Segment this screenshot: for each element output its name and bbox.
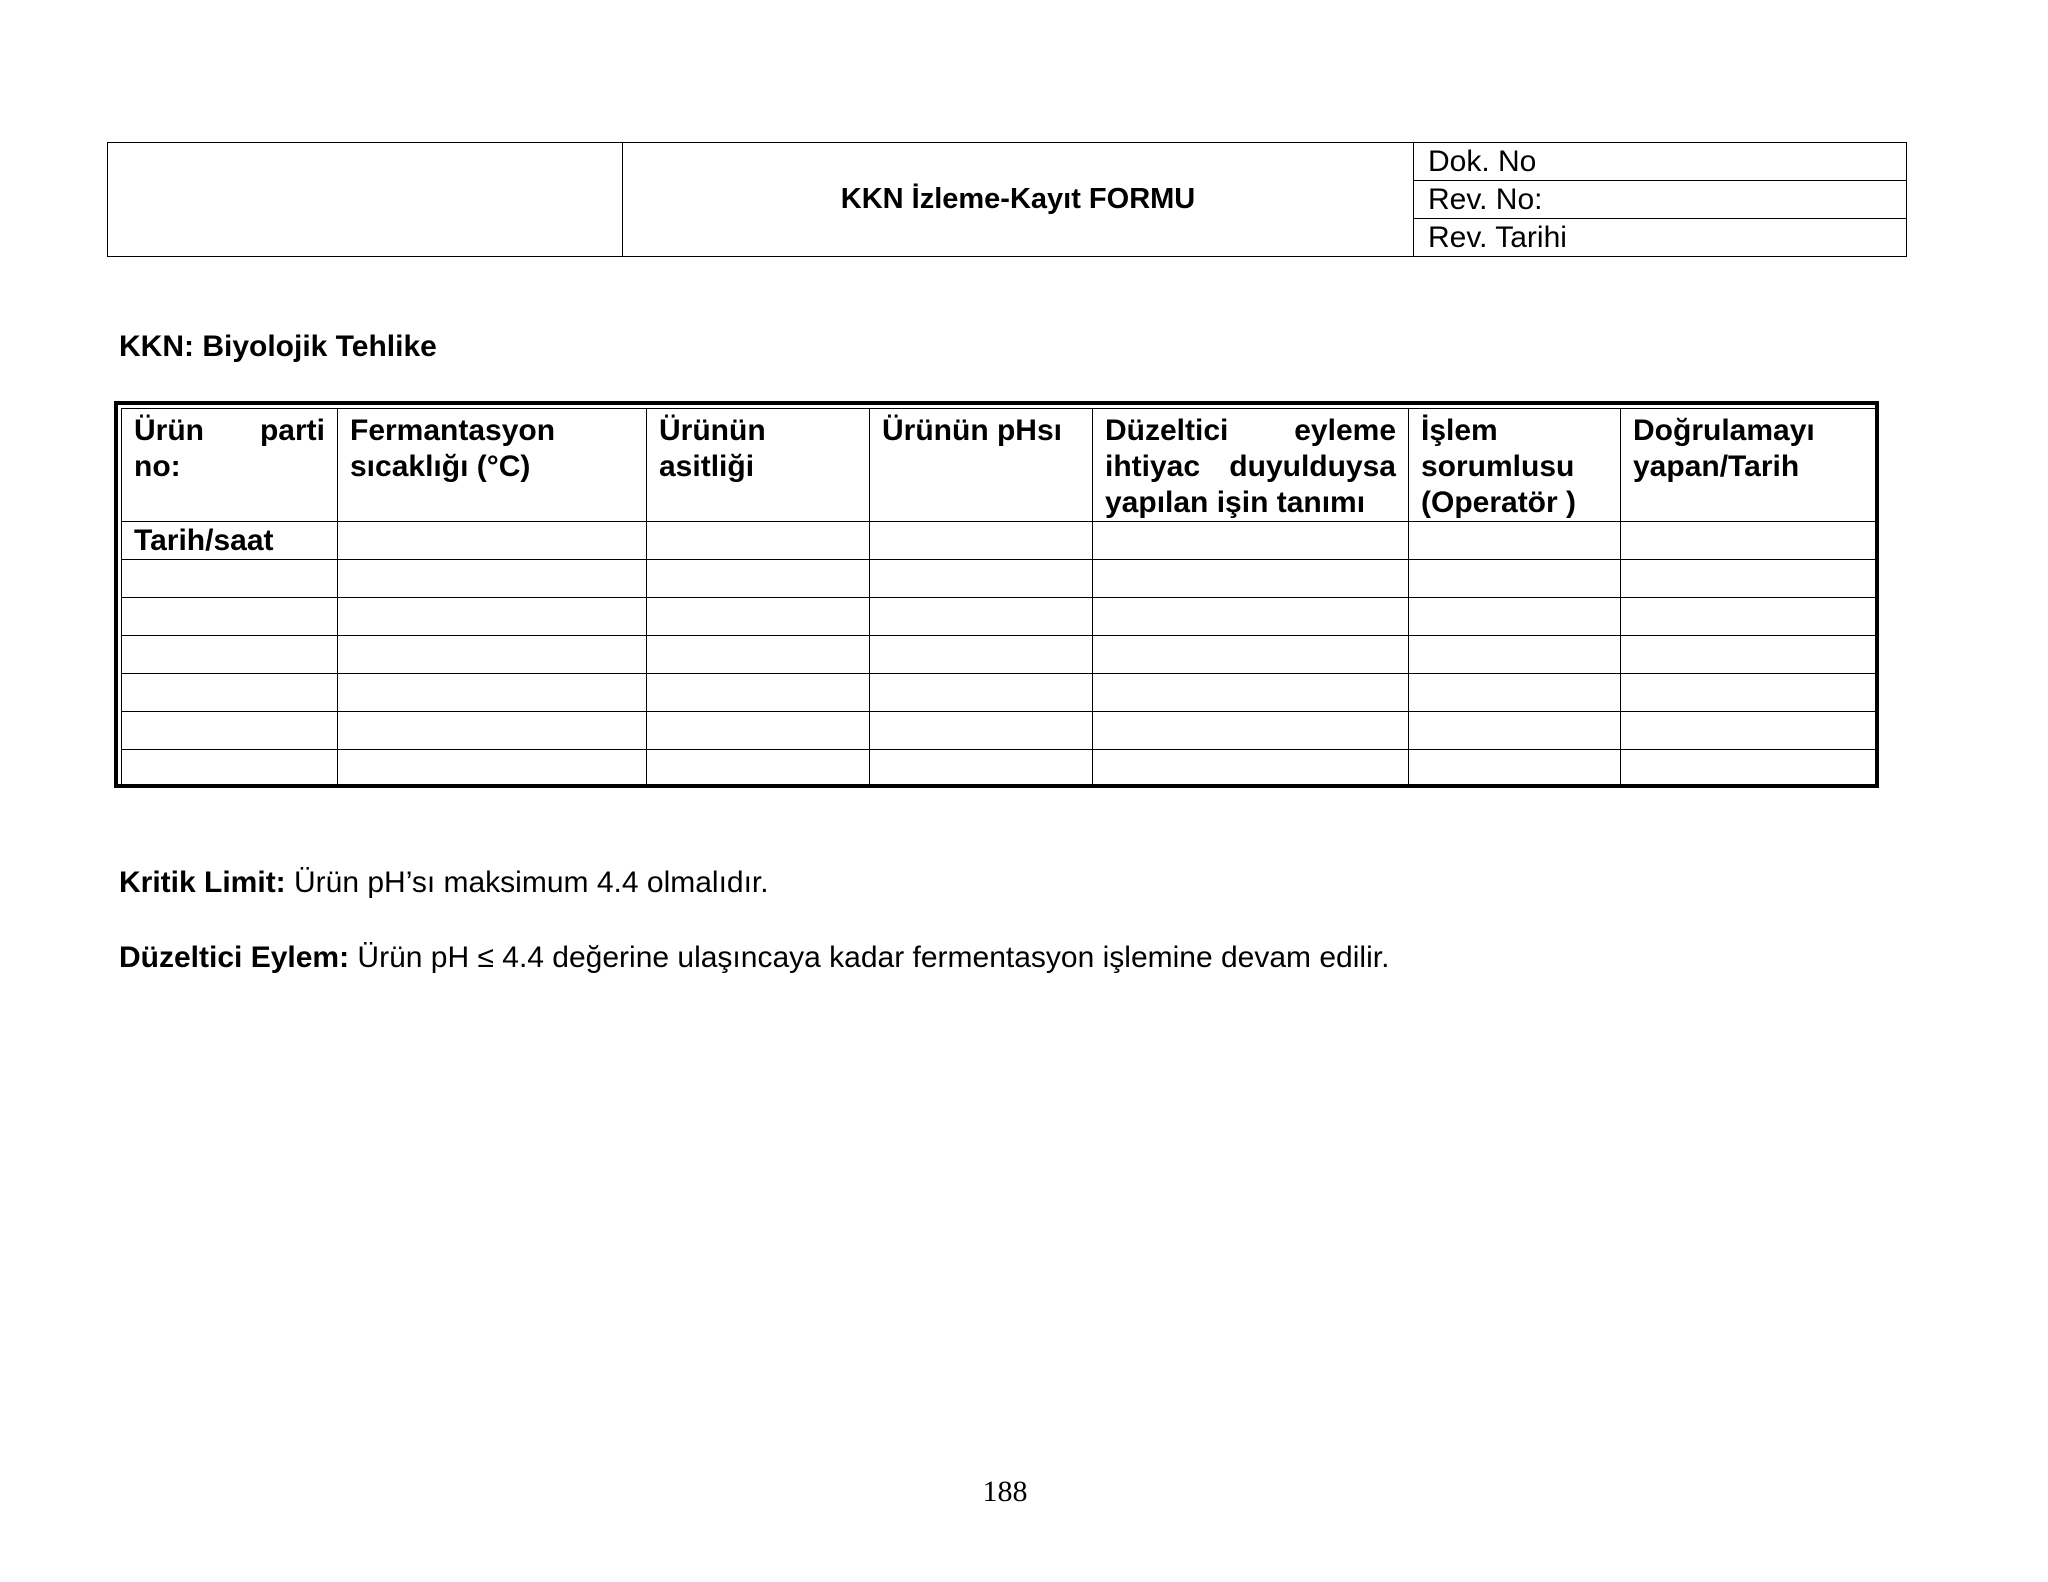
monitor-table	[121, 408, 1877, 788]
table-cell[interactable]	[1093, 712, 1409, 750]
table-cell[interactable]	[1621, 750, 1877, 788]
table-cell[interactable]	[647, 560, 870, 598]
table-cell[interactable]	[1093, 674, 1409, 712]
table-cell[interactable]	[870, 712, 1093, 750]
section-heading: KKN: Biyolojik Tehlike	[119, 330, 437, 363]
table-row	[122, 750, 1877, 788]
table-cell[interactable]	[647, 712, 870, 750]
table-cell[interactable]	[1621, 636, 1877, 674]
table-cell[interactable]	[1409, 674, 1621, 712]
table-cell[interactable]	[1093, 636, 1409, 674]
table-cell[interactable]	[338, 560, 647, 598]
page-number: 188	[982, 1475, 1028, 1508]
rev-no-field[interactable]: Rev. No:	[1414, 181, 1907, 219]
table-cell[interactable]	[338, 674, 647, 712]
table-cell[interactable]	[122, 636, 338, 674]
table-cell[interactable]	[1409, 560, 1621, 598]
logo-cell	[108, 143, 623, 257]
col-header-acidity: Ürünün asitliği	[647, 409, 870, 522]
col-header-ph: Ürünün pHsı	[870, 409, 1093, 522]
table-row	[122, 712, 1877, 750]
form-title: KKN İzleme-Kayıt FORMU	[623, 143, 1414, 257]
doc-no-field[interactable]: Dok. No	[1414, 143, 1907, 181]
table-cell[interactable]	[1409, 636, 1621, 674]
table-cell[interactable]	[647, 522, 870, 560]
table-cell[interactable]	[1621, 674, 1877, 712]
table-cell[interactable]	[870, 636, 1093, 674]
col-header-verified-by: Doğrulamayı yapan/Tarih	[1621, 409, 1877, 522]
table-cell[interactable]	[1409, 750, 1621, 788]
table-cell[interactable]	[870, 750, 1093, 788]
table-cell[interactable]	[647, 674, 870, 712]
table-cell[interactable]	[1093, 522, 1409, 560]
table-cell[interactable]	[1621, 712, 1877, 750]
rev-date-field[interactable]: Rev. Tarihi	[1414, 219, 1907, 257]
table-cell[interactable]	[122, 560, 338, 598]
table-cell[interactable]	[338, 750, 647, 788]
table-cell[interactable]	[1093, 560, 1409, 598]
col-header-fermentation-temp: Fermantasyon sıcaklığı (°C)	[338, 409, 647, 522]
table-cell[interactable]	[647, 636, 870, 674]
table-cell[interactable]	[1621, 598, 1877, 636]
corrective-action-note	[119, 941, 1389, 975]
table-cell[interactable]	[1409, 712, 1621, 750]
table-cell[interactable]	[870, 522, 1093, 560]
col-header-corrective-action: Düzeltici eyleme ihtiyac duyulduysa yapılan işin tanımı	[1093, 409, 1409, 522]
table-cell[interactable]	[1409, 522, 1621, 560]
row-label-date-time: Tarih/saat	[122, 522, 338, 560]
table-row	[122, 522, 1877, 560]
form-header-table	[107, 142, 1907, 257]
table-cell[interactable]	[870, 598, 1093, 636]
table-row	[122, 674, 1877, 712]
critical-limit-text: Ürün pH’sı maksimum 4.4 olmalıdır.	[285, 866, 769, 899]
corrective-action-text: Ürün pH ≤ 4.4 değerine ulaşıncaya kadar fermentasyon işlemine devam edilir.	[349, 941, 1390, 974]
table-cell[interactable]	[1093, 750, 1409, 788]
critical-limit-label: Kritik Limit:	[119, 866, 286, 899]
table-row	[122, 598, 1877, 636]
table-cell[interactable]	[870, 674, 1093, 712]
table-cell[interactable]	[122, 712, 338, 750]
table-cell[interactable]	[122, 598, 338, 636]
table-cell[interactable]	[1409, 598, 1621, 636]
corrective-action-label: Düzeltici Eylem:	[119, 941, 350, 974]
table-cell[interactable]	[1093, 598, 1409, 636]
critical-limit-note	[119, 866, 769, 900]
table-cell[interactable]	[338, 636, 647, 674]
col-header-batch-no: Ürün parti no:	[122, 409, 338, 522]
table-cell[interactable]	[338, 598, 647, 636]
table-cell[interactable]	[1621, 522, 1877, 560]
col-header-operator: İşlem sorumlusu (Operatör )	[1409, 409, 1621, 522]
table-row	[122, 560, 1877, 598]
table-cell[interactable]	[122, 674, 338, 712]
monitor-table-frame	[114, 401, 1879, 788]
table-row	[122, 636, 1877, 674]
table-cell[interactable]	[647, 750, 870, 788]
table-cell[interactable]	[1621, 560, 1877, 598]
table-cell[interactable]	[338, 712, 647, 750]
table-cell[interactable]	[647, 598, 870, 636]
table-cell[interactable]	[870, 560, 1093, 598]
table-cell[interactable]	[338, 522, 647, 560]
header-row	[122, 409, 1877, 522]
table-cell[interactable]	[122, 750, 338, 788]
